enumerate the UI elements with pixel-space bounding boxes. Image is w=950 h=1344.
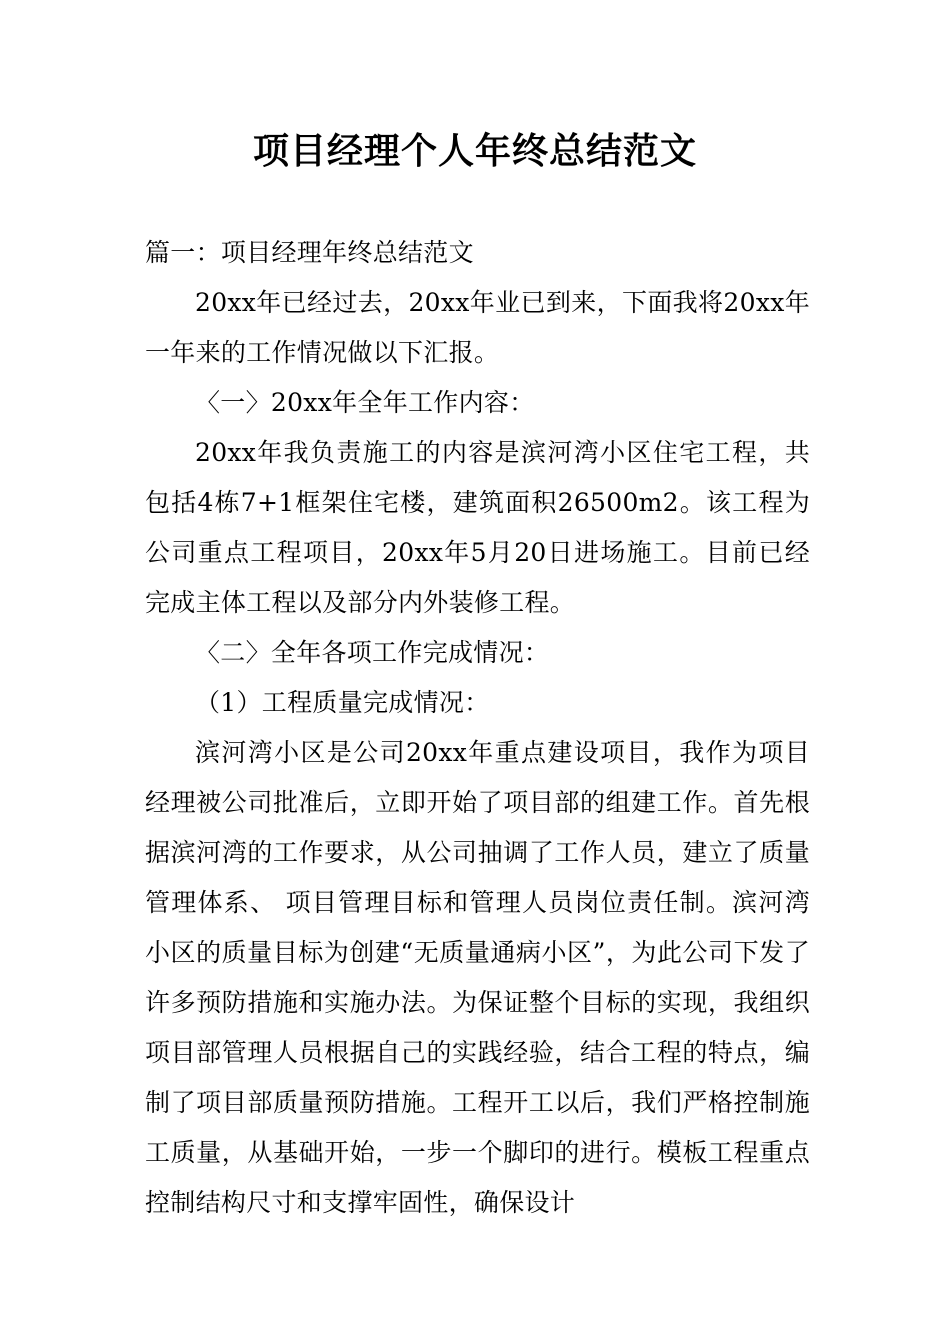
paragraph-intro: 20xx年已经过去，20xx年业已到来，下面我将20xx年一年来的工作情况做以下汇报。 <box>145 288 810 367</box>
document-title: 项目经理个人年终总结范文 <box>252 131 697 172</box>
subheading-completion: 〈二〉全年各项工作完成情况： <box>195 638 550 667</box>
paragraph-quality: 滨河湾小区是公司20xx年重点建设项目，我作为项目经理被公司批准后，立即开始了项目部的组建工作。首先根据滨河湾的工作要求，从公司抽调了工作人员，建立了质量管理体系、 项目管理目标和管理人员岗位责任制。滨河湾小区的质量目标为创建“无质量通病小区”，为此公司下发了许多预防措施和实施办法。为保证整个目标的实现，我组织项目部管理人员根据自己的实践经验，结合工程的特点，编制了项目部质量预防措施。工程开工以后，我们严格控制施工质量，从基础开始，一步一个脚印的进行。模板工程重点控制结构尺寸和支撑牢固性，确保设计 <box>145 738 810 1217</box>
section-heading: 篇一：项目经理年终总结范文 <box>145 238 474 267</box>
document-body <box>145 228 810 1228</box>
subheading-work-content: 〈一〉20xx年全年工作内容： <box>195 388 535 417</box>
paragraph-work-content: 20xx年我负责施工的内容是滨河湾小区住宅工程，共包括4栋7+1框架住宅楼，建筑面积26500m2。该工程为公司重点工程项目，20xx年5月20日进场施工。目前已经完成主体工程以及部分内外装修工程。 <box>145 438 810 617</box>
subheading-quality: （1）工程质量完成情况： <box>195 688 490 717</box>
